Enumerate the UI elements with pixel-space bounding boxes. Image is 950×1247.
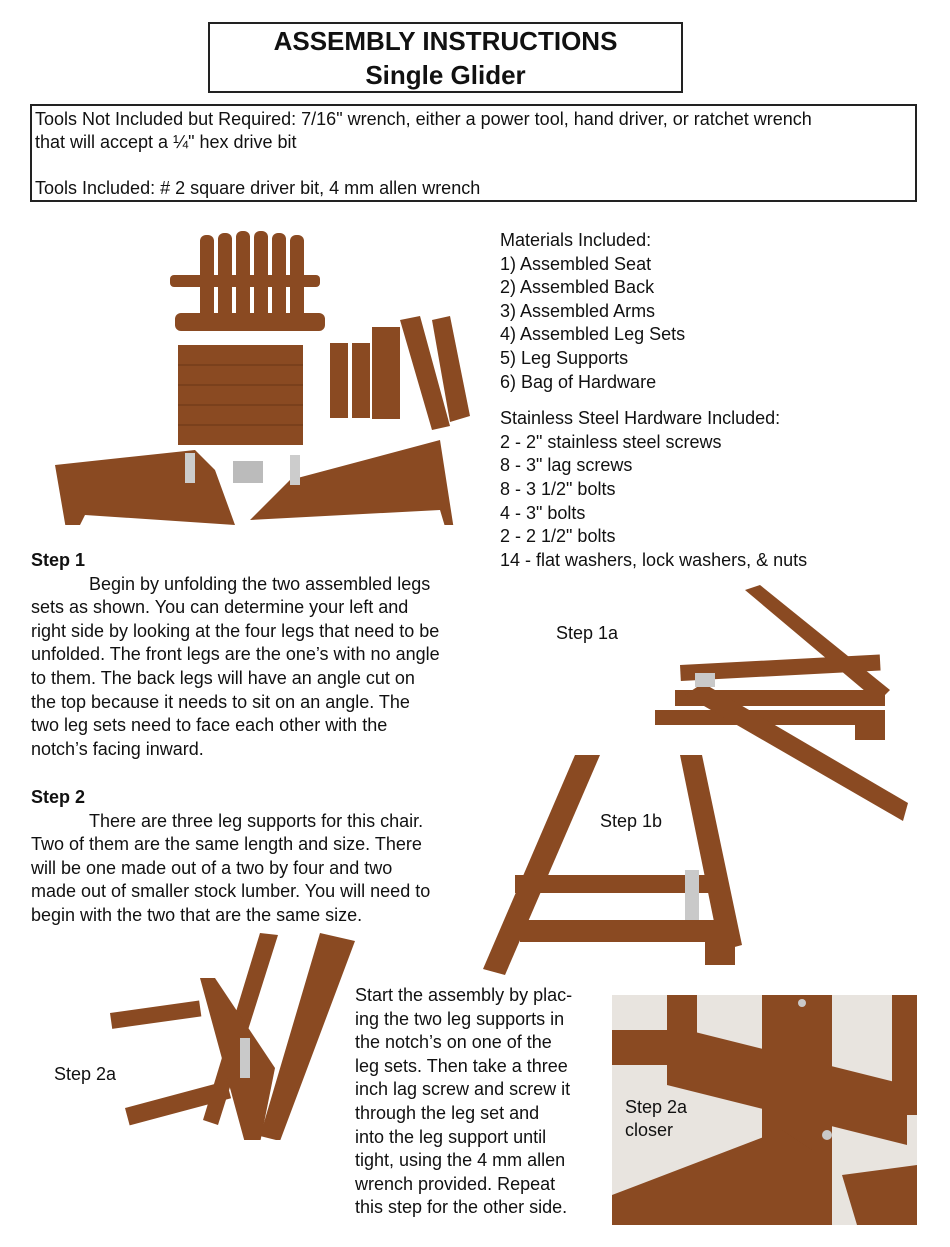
step1b-photo (480, 750, 750, 978)
hardware-item: 2 - 2" stainless steel screws (500, 431, 722, 452)
step2-section (31, 786, 430, 928)
parts-photo (50, 225, 470, 525)
step2-line: Two of them are the same length and size. There (31, 834, 422, 855)
step2a-line: this step for the other side. (355, 1197, 568, 1218)
material-item: 6) Bag of Hardware (500, 371, 657, 392)
hardware-item: 14 - flat washers, lock washers, & nuts (500, 549, 808, 570)
step2a-line: tight, using the 4 mm allen (355, 1150, 566, 1171)
step1-line: the top because it needs to sit on an angle. The (31, 691, 410, 712)
step2-line: will be one made out of a two by four and two (31, 857, 393, 878)
title-box (208, 22, 683, 93)
step2a-line: the notch’s on one of the (355, 1032, 552, 1053)
step1-line: right side by looking at the four legs that need to be (31, 620, 440, 641)
tools-required-cont: that will accept a ¼" hex drive bit (35, 132, 297, 152)
material-item: 5) Leg Supports (500, 347, 629, 368)
material-item: 3) Assembled Arms (500, 300, 656, 321)
step2-line: There are three leg supports for this chair. (89, 810, 424, 831)
step1-line: Begin by unfolding the two assembled legs (89, 573, 431, 594)
step2a-photo (105, 928, 360, 1140)
step2a-line: Start the assembly by plac- (355, 985, 573, 1005)
step1-section (31, 549, 440, 761)
step2-line: made out of smaller stock lumber. You will need to (31, 881, 431, 902)
tools-included: Tools Included: # 2 square driver bit, 4 mm allen wrench (35, 178, 481, 198)
step2a-line: wrench provided. Repeat (355, 1173, 556, 1194)
tools-required: Tools Not Included but Required: 7/16" wrench, either a power tool, hand driver, or ratchet wrench (35, 109, 812, 129)
subtitle: Single Glider (365, 60, 526, 90)
step1-line: to them. The back legs will have an angle cut on (31, 667, 415, 688)
step2a-closer-label (625, 1096, 687, 1142)
materials-list (500, 229, 807, 572)
tools-box (30, 104, 917, 202)
hardware-item: 2 - 2 1/2" bolts (500, 526, 616, 547)
hardware-item: 8 - 3" lag screws (500, 455, 633, 476)
step2-heading: Step 2 (31, 787, 86, 807)
step1-heading: Step 1 (31, 550, 86, 570)
step2a-line: ing the two leg supports in (355, 1008, 565, 1029)
step1b-label: Step 1b (600, 811, 663, 831)
material-item: 4) Assembled Leg Sets (500, 324, 686, 345)
hardware-item: 8 - 3 1/2" bolts (500, 478, 616, 499)
step2a-label: Step 2a (54, 1064, 117, 1084)
step1a-label: Step 1a (556, 623, 619, 643)
step1-line: two leg sets need to face each other with the (31, 715, 388, 736)
hardware-heading: Stainless Steel Hardware Included: (500, 408, 781, 429)
step2a-line: inch lag screw and screw it (355, 1079, 571, 1100)
step1-line: sets as shown. You can determine your left and (31, 597, 409, 618)
step2a-closer-label-line2: closer (625, 1120, 674, 1140)
title: ASSEMBLY INSTRUCTIONS (273, 26, 618, 56)
step2a-closer-label-line1: Step 2a (625, 1097, 688, 1117)
step2a-instructions (355, 984, 572, 1220)
material-item: 2) Assembled Back (500, 277, 655, 298)
step2-line: begin with the two that are the same size. (31, 904, 363, 925)
hardware-item: 4 - 3" bolts (500, 502, 586, 523)
materials-heading: Materials Included: (500, 230, 652, 250)
step2a-line: into the leg support until (355, 1126, 547, 1147)
step2a-line: through the leg set and (355, 1102, 540, 1123)
material-item: 1) Assembled Seat (500, 253, 652, 274)
step1-line: unfolded. The front legs are the one’s with no angle (31, 644, 440, 665)
step1-line: notch’s facing inward. (31, 738, 204, 759)
step2a-line: leg sets. Then take a three (355, 1055, 568, 1076)
